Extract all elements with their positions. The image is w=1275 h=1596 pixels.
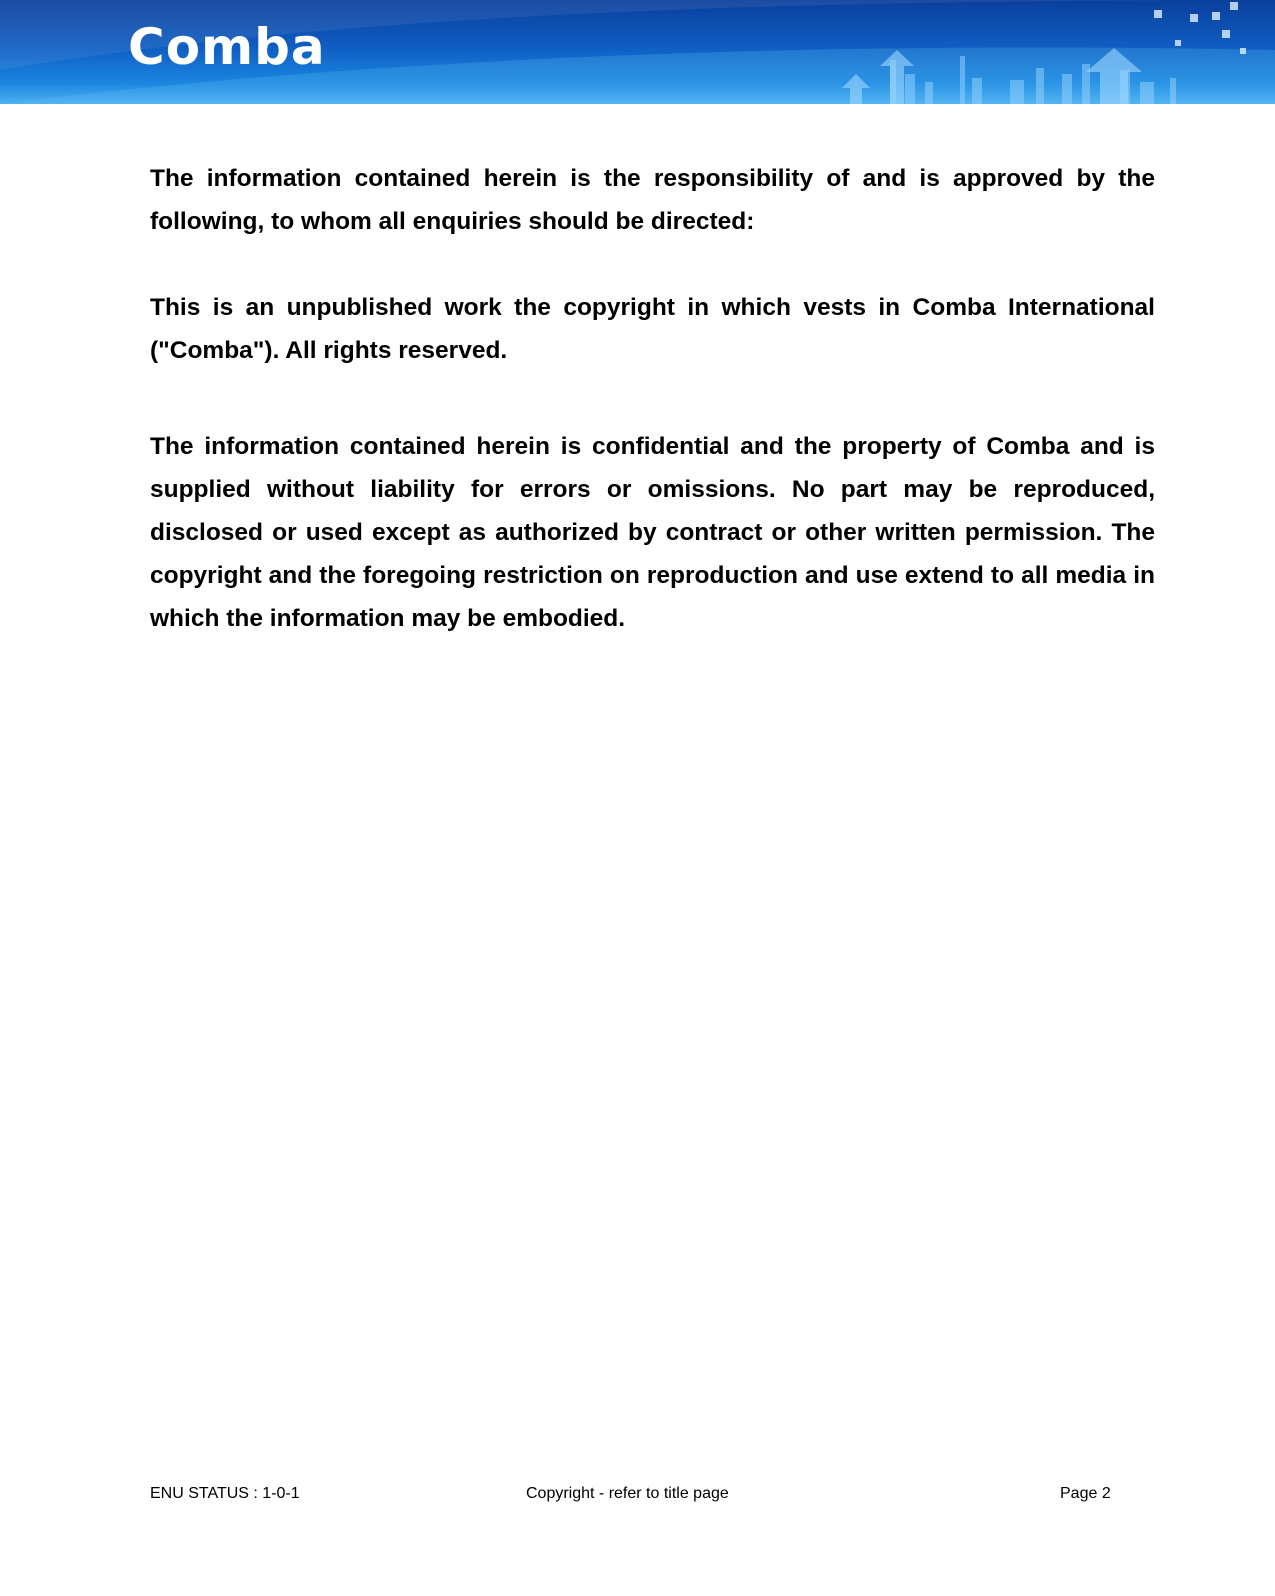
- copyright-paragraph: This is an unpublished work the copyright in which vests in Comba International ("Comba"). All rights reserved.: [150, 294, 1155, 364]
- responsibility-paragraph: The information contained herein is the responsibility of and is approved by the following, to whom all enquiries should be directed:: [150, 165, 1155, 235]
- footer-status: ENU STATUS : 1-0-1: [150, 1485, 300, 1502]
- page-footer: [0, 1485, 1275, 1505]
- header-banner: [0, 0, 1275, 104]
- document-body: [150, 157, 1155, 640]
- comba-logo: Comba: [128, 18, 326, 76]
- confidentiality-paragraph: The information contained herein is confidential and the property of Comba and is supplied without liability for errors or omissions. No part may be reproduced, disclosed or used except as authorized by contract or other written permission. The copyright and the foregoing restriction on reproduction and use extend to all media in which the information may be embodied.: [150, 433, 1155, 632]
- footer-page-number: Page 2: [1060, 1485, 1111, 1502]
- footer-copyright: Copyright - refer to title page: [526, 1485, 729, 1502]
